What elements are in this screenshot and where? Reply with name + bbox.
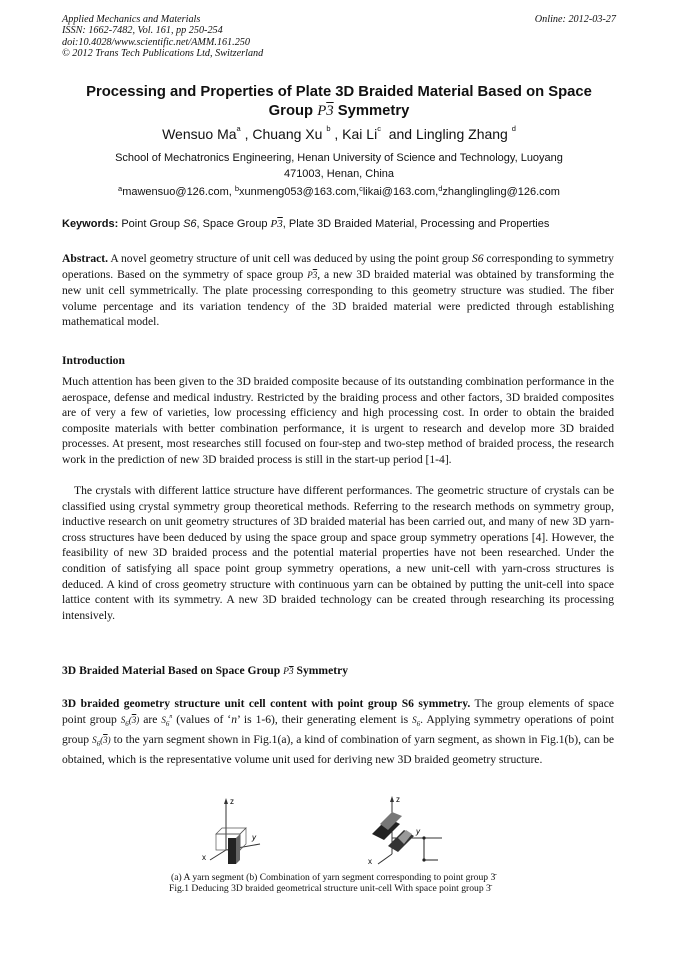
- title-space-group: P3: [317, 103, 334, 119]
- yarn-segment: [228, 838, 236, 864]
- intro-paragraph-1: Much attention has been given to the 3D braided composite because of its outstanding combination performance in the aerospace, defense and medical industry. Restricted by the braiding process and other factors, 3D braided composites are of very a few of varieties, low processing efficiency and high processing cost. In order to obtain the braided composite materials with better combination performance, it is urgent to research and develop more 3D braided processes. At present, most researches still focused on four-step and two-step method of braided process, the research work in the prediction of new 3D braided process is still in the start-up period [1-4].: [62, 375, 614, 466]
- journal-header: [62, 14, 616, 60]
- copyright: © 2012 Trans Tech Publications Ltd, Switzerland: [62, 48, 264, 60]
- doi: doi:10.4028/www.scientific.net/AMM.161.250: [62, 36, 250, 48]
- axis-label: y: [416, 827, 420, 836]
- figure-1: [192, 794, 532, 868]
- abstract: Abstract. A novel geometry structure of unit cell was deduced by using the point group S6 corresponding to symmetry operations. Based on the symmetry of space group P3, a new 3D braided material was obtained by transforming the new unit cell symmetrically. The plate processing corresponding to this geometry structure was studied. The fiber volume percentage and its variation tendency of the 3D braided material were predicted through establishing mathematical model.: [62, 252, 614, 329]
- author: Wensuo Ma$^a$: [162, 124, 241, 142]
- affiliation: School of Mechatronics Engineering, Henan University of Science and Technology, Luoyang 471003, Henan, China: [115, 152, 563, 180]
- issn: ISSN: 1662-7482, Vol. 161, pp 250-254: [62, 25, 223, 37]
- axis-label: z: [230, 797, 234, 806]
- email[interactable]: $^a$mawensuo@126.com,: [118, 184, 232, 198]
- figure-1a-yarn-segment: [202, 797, 260, 864]
- author: Kai Li$^c$: [342, 124, 381, 142]
- axis-label: z: [396, 795, 400, 804]
- space-group-symbol: P3: [270, 218, 283, 230]
- figure-caption-subfigures: (a) A yarn segment (b) Combination of yarn segment corresponding to point group 3̄: [171, 872, 496, 883]
- author: Lingling Zhang $^d$: [415, 124, 516, 142]
- axis-label: y: [252, 833, 256, 842]
- author: Chuang Xu $^b$: [252, 124, 331, 142]
- figure-1b-yarn-combination: [368, 795, 442, 866]
- keywords: Keywords: Point Group S6, Space Group P3, Plate 3D Braided Material, Processing and Properties: [62, 218, 550, 230]
- email[interactable]: $^c$likai@163.com,: [359, 184, 439, 198]
- figure-caption: Fig.1 Deducing 3D braided geometrical structure unit-cell With space point group 3̄: [169, 883, 491, 894]
- journal-name: Applied Mechanics and Materials: [62, 14, 201, 25]
- body-paragraph: 3D braided geometry structure unit cell content with point group S6 symmetry. The group elements of space point group $S_6(3)$ are $S_6^n$ (values of ‘n’ is 1-6), their generating element is $S_6$. Applying symmetry operations of point group $S_6(3)$ to the yarn segment shown in Fig.1(a), a kind of combination of yarn segment, as shown in Fig.1(b), can be obtained, which is the representative volume unit used for deriving new 3D braided geometry structure.: [62, 697, 615, 767]
- author-list: Wensuo Ma$^a$ , Chuang Xu $^b$ , Kai Li$^c$ and Lingling Zhang $^d$: [162, 124, 516, 142]
- email[interactable]: $^b$xunmeng053@163.com,: [234, 184, 360, 198]
- intro-paragraph-2: The crystals with different lattice structure have different performances. The geometric structure of crystals can be classified using crystal symmetry group theoretical methods. Referring to the research methods on symmetry group, inductive research on unit geometry structures of 3D braided material has been carried out, and many of new 3D yarn-cross structures have been deduced by using the space group and space group symmetry operations [4]. However, the feasibility of new 3D braided process and the potential material properties have not been researched. Under the condition of satisfying all space point group symmetry operations, a new unit-cell with yarn-cross structures is deduced. A kind of cross geometry structure with continuous yarn can be obtained by putting the unit-cell into space lattice content with its symmetry. A new 3D braided technology can be created through researching its processing intensively.: [62, 484, 614, 622]
- axis-label: x: [202, 853, 206, 862]
- x-axis: [210, 850, 226, 860]
- paper-title: [52, 83, 626, 121]
- title-line-2: Group P3 Symmetry: [268, 103, 410, 119]
- online-date: Online: 2012-03-27: [534, 14, 616, 25]
- axis-label: x: [368, 857, 372, 866]
- section-heading-introduction: Introduction: [62, 354, 125, 367]
- space-group-symbol: P3: [307, 269, 318, 280]
- x-axis: [378, 854, 392, 864]
- email-list: [62, 186, 616, 198]
- section-heading-space-group: 3D Braided Material Based on Space Group P3 Symmetry: [62, 664, 349, 677]
- title-line-1: Processing and Properties of Plate 3D Braided Material Based on Space: [86, 84, 592, 100]
- email[interactable]: $^d$zhanglingling@126.com: [438, 184, 560, 198]
- subheading: 3D braided geometry structure unit cell content with point group S6 symmetry.: [62, 697, 471, 710]
